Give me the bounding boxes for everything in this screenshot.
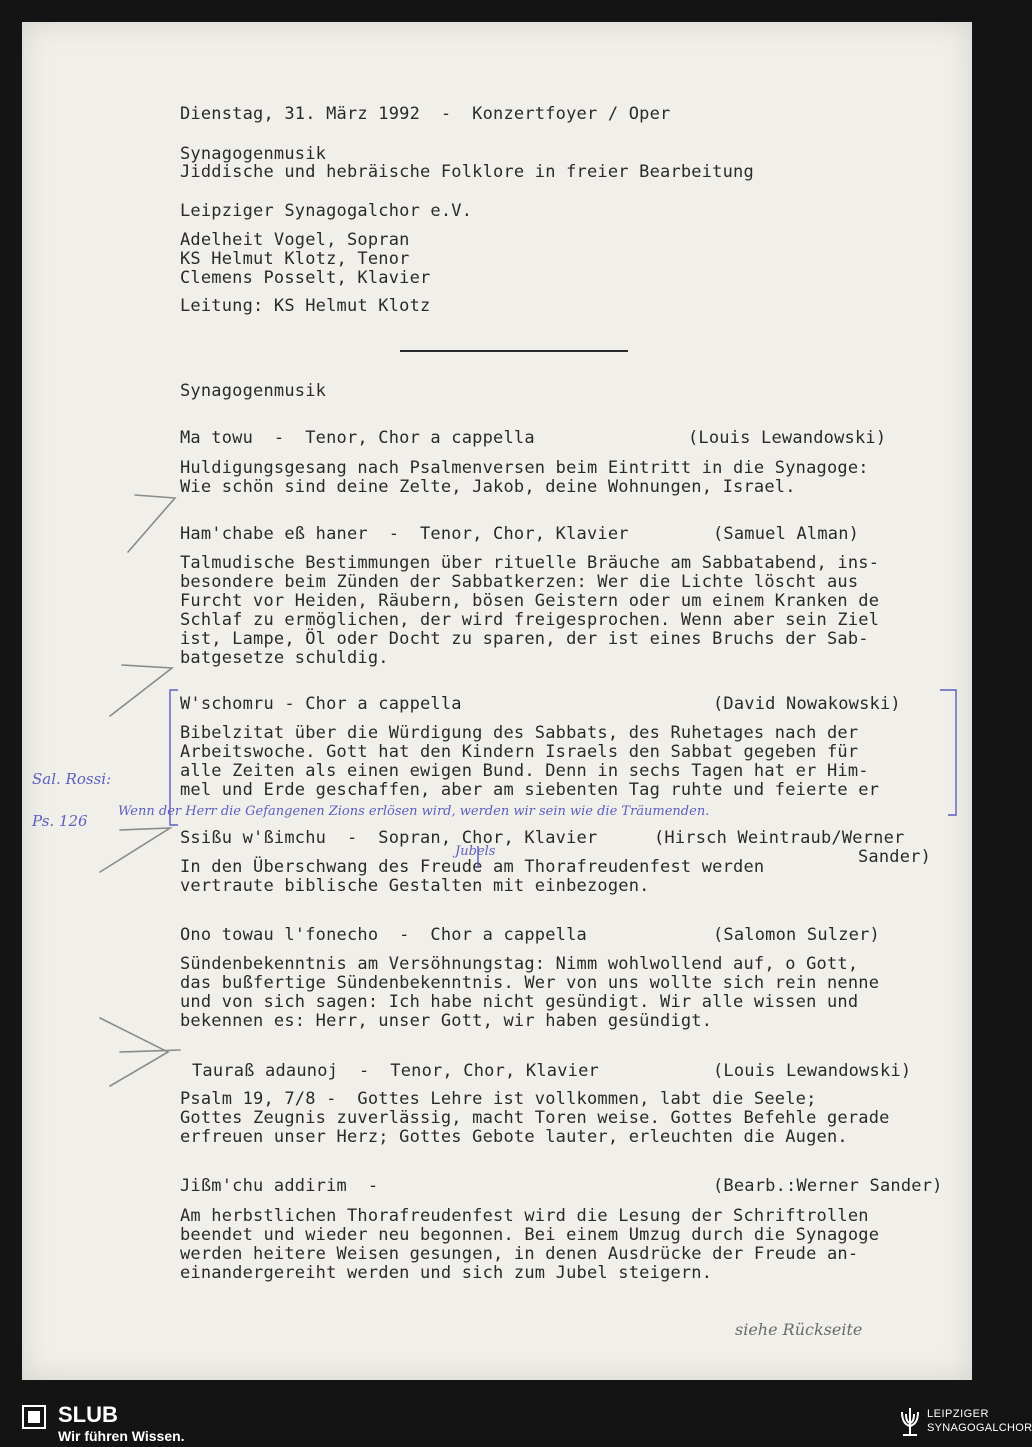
piece-title: Tauraß adaunoj - Tenor, Chor, Klavier xyxy=(192,1061,599,1081)
piece-text-line: bekennen es: Herr, unser Gott, wir haben gesündigt. xyxy=(180,1011,713,1031)
piece-text-line: das bußfertige Sündenbekenntnis. Wer von uns wollte sich rein nenne xyxy=(180,973,880,993)
handwritten-margin-note: Ps. 126 xyxy=(32,812,88,830)
piece-text-line: und von sich sagen: Ich habe nicht gesündigt. Wir alle wissen und xyxy=(180,992,859,1012)
program-title: Synagogenmusik xyxy=(180,144,327,164)
handwritten-footer-note: siehe Rückseite xyxy=(735,1320,863,1339)
piece-text-line: werden heitere Weisen gesungen, in denen Ausdrücke der Freude an- xyxy=(180,1244,859,1264)
date-line: Dienstag, 31. März 1992 - Konzertfoyer / Oper xyxy=(180,104,671,124)
piece-composer: (Bearb.:Werner Sander) xyxy=(713,1176,943,1196)
piece-text-line: Sündenbekenntnis am Versöhnungstag: Nimm wohlwollend auf, o Gott, xyxy=(180,954,859,974)
slub-logo-icon xyxy=(22,1405,46,1429)
piece-text-line: Arbeitswoche. Gott hat den Kindern Israels den Sabbat gegeben für xyxy=(180,742,859,762)
handwritten-insert-word: Jubels xyxy=(455,844,496,859)
piece-text-line: batgesetze schuldig. xyxy=(180,648,389,668)
piece-composer: (Salomon Sulzer) xyxy=(713,925,880,945)
pencil-check-mark xyxy=(110,665,172,716)
pencil-stroke xyxy=(120,1050,180,1052)
pencil-check-mark xyxy=(128,495,175,552)
piece-title: Ono towau l'fonecho - Chor a cappella xyxy=(180,925,587,945)
piece-text-line: Schlaf zu ermöglichen, der wird freigesprochen. Wenn aber sein Ziel xyxy=(180,610,880,630)
handwritten-margin-note: Sal. Rossi: xyxy=(32,770,112,788)
piece-text-line: Huldigungsgesang nach Psalmenversen beim Eintritt in die Synagoge: xyxy=(180,458,869,478)
piece-text-line: Gottes Zeugnis zuverlässig, macht Toren weise. Gottes Befehle gerade xyxy=(180,1108,890,1128)
ink-bracket xyxy=(940,690,956,815)
piece-text-line: Am herbstlichen Thorafreudenfest wird die Lesung der Schriftrollen xyxy=(180,1206,869,1226)
piece-text-line: beendet und wieder neu begonnen. Bei einem Umzug durch die Synagoge xyxy=(180,1225,880,1245)
library-name: SLUB xyxy=(58,1402,118,1427)
choir-name-line2: SYNAGOGALCHOR xyxy=(927,1422,1032,1434)
handwritten-inserted-line: Wenn der Herr die Gefangenen Zions erlösen wird, werden wir sein wie die Träumenden. xyxy=(118,804,710,819)
direction-line: Leitung: KS Helmut Klotz xyxy=(180,296,431,316)
performer: Clemens Posselt, Klavier xyxy=(180,268,431,288)
piece-text-line: Wie schön sind deine Zelte, Jakob, deine Wohnungen, Israel. xyxy=(180,477,796,497)
performer: KS Helmut Klotz, Tenor xyxy=(180,249,410,269)
choir-name-line1: LEIPZIGER xyxy=(927,1408,989,1420)
piece-text-line: erfreuen unser Herz; Gottes Gebote lauter, erleuchten die Augen. xyxy=(180,1127,848,1147)
piece-text-line: mel und Erde geschaffen, aber am siebenten Tag ruhte und feierte er xyxy=(180,780,880,800)
piece-text-line: alle Zeiten als einen ewigen Bund. Denn in sechs Tagen hat er Him- xyxy=(180,761,869,781)
piece-text-line: Talmudische Bestimmungen über rituelle Bräuche am Sabbatabend, ins- xyxy=(180,553,880,573)
piece-composer: (Samuel Alman) xyxy=(713,524,860,544)
piece-text-line: einandergereiht werden und sich zum Jubel steigern. xyxy=(180,1263,713,1283)
piece-text-line: Psalm 19, 7/8 - Gottes Lehre ist vollkommen, labt die Seele; xyxy=(180,1089,817,1109)
piece-composer-continued: Sander) xyxy=(858,847,932,867)
piece-title: Ma towu - Tenor, Chor a cappella xyxy=(180,428,535,448)
piece-composer: (Louis Lewandowski) xyxy=(688,428,887,448)
library-tagline: Wir führen Wissen. xyxy=(58,1428,185,1444)
piece-text-line: In den Überschwang des Freude am Thorafreudenfest werden xyxy=(180,857,765,877)
piece-composer: (David Nowakowski) xyxy=(713,694,901,714)
program-subtitle: Jiddische und hebräische Folklore in freier Bearbeitung xyxy=(180,162,754,182)
piece-title: Jißm'chu addirim - xyxy=(180,1176,379,1196)
piece-title: Ham'chabe eß haner - Tenor, Chor, Klavier xyxy=(180,524,629,544)
menorah-logo-icon xyxy=(898,1404,922,1438)
ensemble-name: Leipziger Synagogalchor e.V. xyxy=(180,201,473,221)
piece-text-line: vertraute biblische Gestalten mit einbezogen. xyxy=(180,876,650,896)
piece-composer: (Hirsch Weintraub/Werner xyxy=(654,828,905,848)
piece-composer: (Louis Lewandowski) xyxy=(713,1061,912,1081)
section-title: Synagogenmusik xyxy=(180,381,327,401)
piece-text-line: Furcht vor Heiden, Räubern, bösen Geistern oder um einem Kranken de xyxy=(180,591,880,611)
piece-title: W'schomru - Chor a cappella xyxy=(180,694,462,714)
piece-title: Ssißu w'ßimchu - Sopran, Chor, Klavier xyxy=(180,828,598,848)
performer: Adelheit Vogel, Sopran xyxy=(180,230,410,250)
piece-text-line: ist, Lampe, Öl oder Docht zu sparen, der ist eines Bruchs der Sab- xyxy=(180,629,869,649)
pencil-check-mark xyxy=(100,828,170,872)
piece-text-line: Bibelzitat über die Würdigung des Sabbats, des Ruhetages nach der xyxy=(180,723,859,743)
piece-text-line: besondere beim Zünden der Sabbatkerzen: Wer die Lichte löscht aus xyxy=(180,572,859,592)
